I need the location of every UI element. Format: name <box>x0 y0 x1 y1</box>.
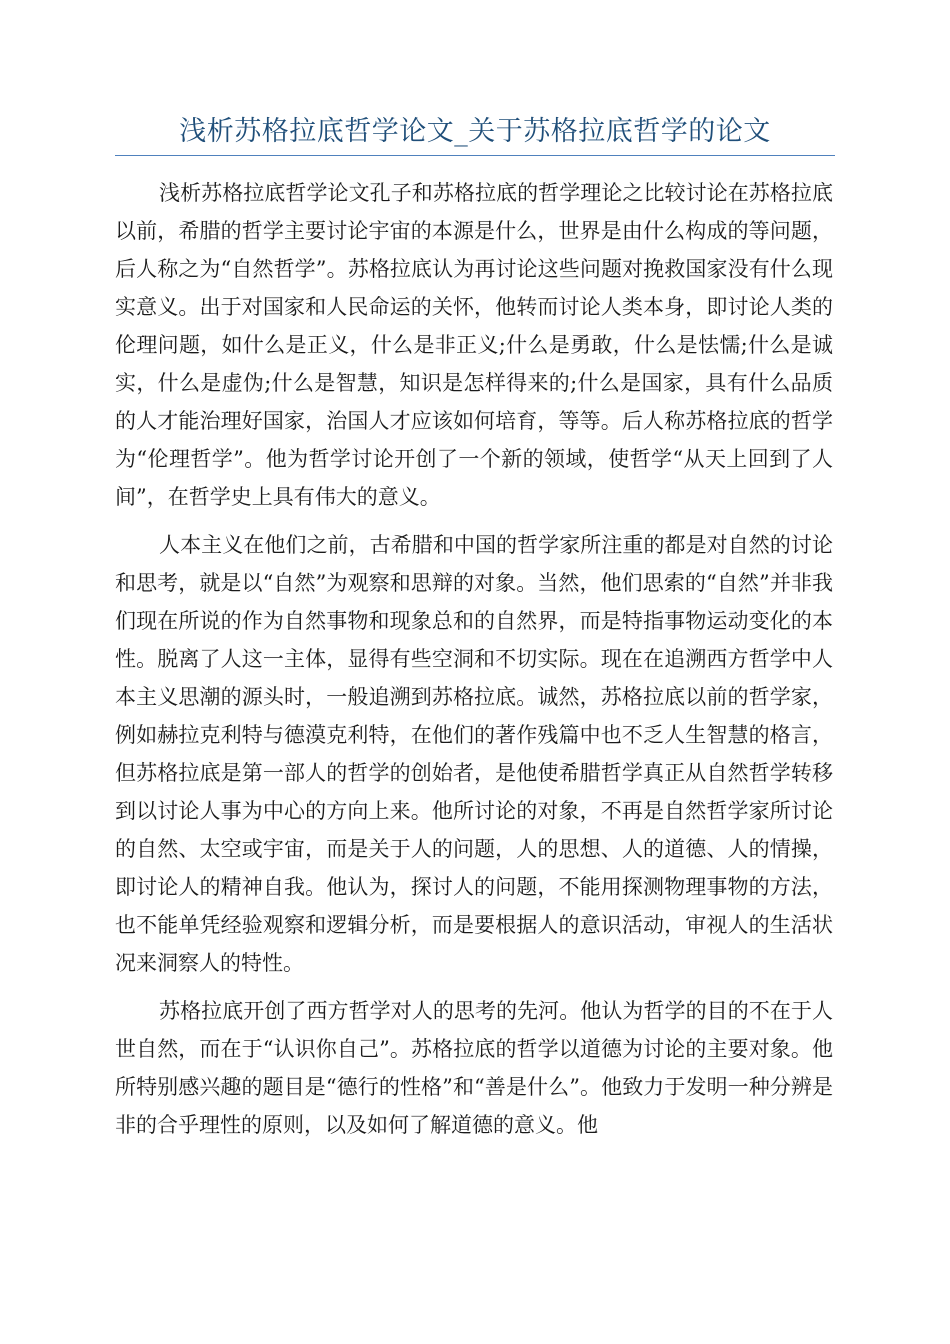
paragraph-2: 人本主义在他们之前，古希腊和中国的哲学家所注重的都是对自然的讨论和思考，就是以“自然”为观察和思辩的对象。当然，他们思索的“自然”并非我们现在所说的作为自然事物和现象总和的自然界，而是特指事物运动变化的本性。脱离了人这一主体，显得有些空洞和不切实际。现在在追溯西方哲学中人本主义思潮的源头时，一般追溯到苏格拉底。诚然，苏格拉底以前的哲学家，例如赫拉克利特与德漠克利特，在他们的著作残篇中也不乏人生智慧的格言，但苏格拉底是第一部人的哲学的创始者，是他使希腊哲学真正从自然哲学转移到以讨论人事为中心的方向上来。他所讨论的对象，不再是自然哲学家所讨论的自然、太空或宇宙，而是关于人的问题，人的思想、人的道德、人的情操，即讨论人的精神自我。他认为，探讨人的问题，不能用探测物理事物的方法，也不能单凭经验观察和逻辑分析，而是要根据人的意识活动，审视人的生活状况来洞察人的特性。 <box>115 533 833 975</box>
document-body <box>115 174 833 1154</box>
document-title: 浅析苏格拉底哲学论文_关于苏格拉底哲学的论文 <box>179 116 771 147</box>
title-underline <box>115 155 835 156</box>
paragraph-1: 浅析苏格拉底哲学论文孔子和苏格拉底的哲学理论之比较讨论在苏格拉底以前，希腊的哲学主要讨论宇宙的本源是什么，世界是由什么构成的等问题，后人称之为“自然哲学”。苏格拉底认为再讨论这些问题对挽救国家没有什么现实意义。出于对国家和人民命运的关怀，他转而讨论人类本身，即讨论人类的伦理问题，如什么是正义，什么是非正义;什么是勇敢，什么是怯懦;什么是诚实，什么是虚伪;什么是智慧，知识是怎样得来的;什么是国家，具有什么品质的人才能治理好国家，治国人才应该如何培育，等等。后人称苏格拉底的哲学为“伦理哲学”。他为哲学讨论开创了一个新的领域，使哲学“从天上回到了人间”，在哲学史上具有伟大的意义。 <box>115 181 833 509</box>
paragraph-3: 苏格拉底开创了西方哲学对人的思考的先河。他认为哲学的目的不在于人世自然，而在于“认识你自己”。苏格拉底的哲学以道德为讨论的主要对象。他所特别感兴趣的题目是“德行的性格”和“善是什么”。他致力于发明一种分辨是非的合乎理性的原则，以及如何了解道德的意义。他 <box>115 999 833 1137</box>
